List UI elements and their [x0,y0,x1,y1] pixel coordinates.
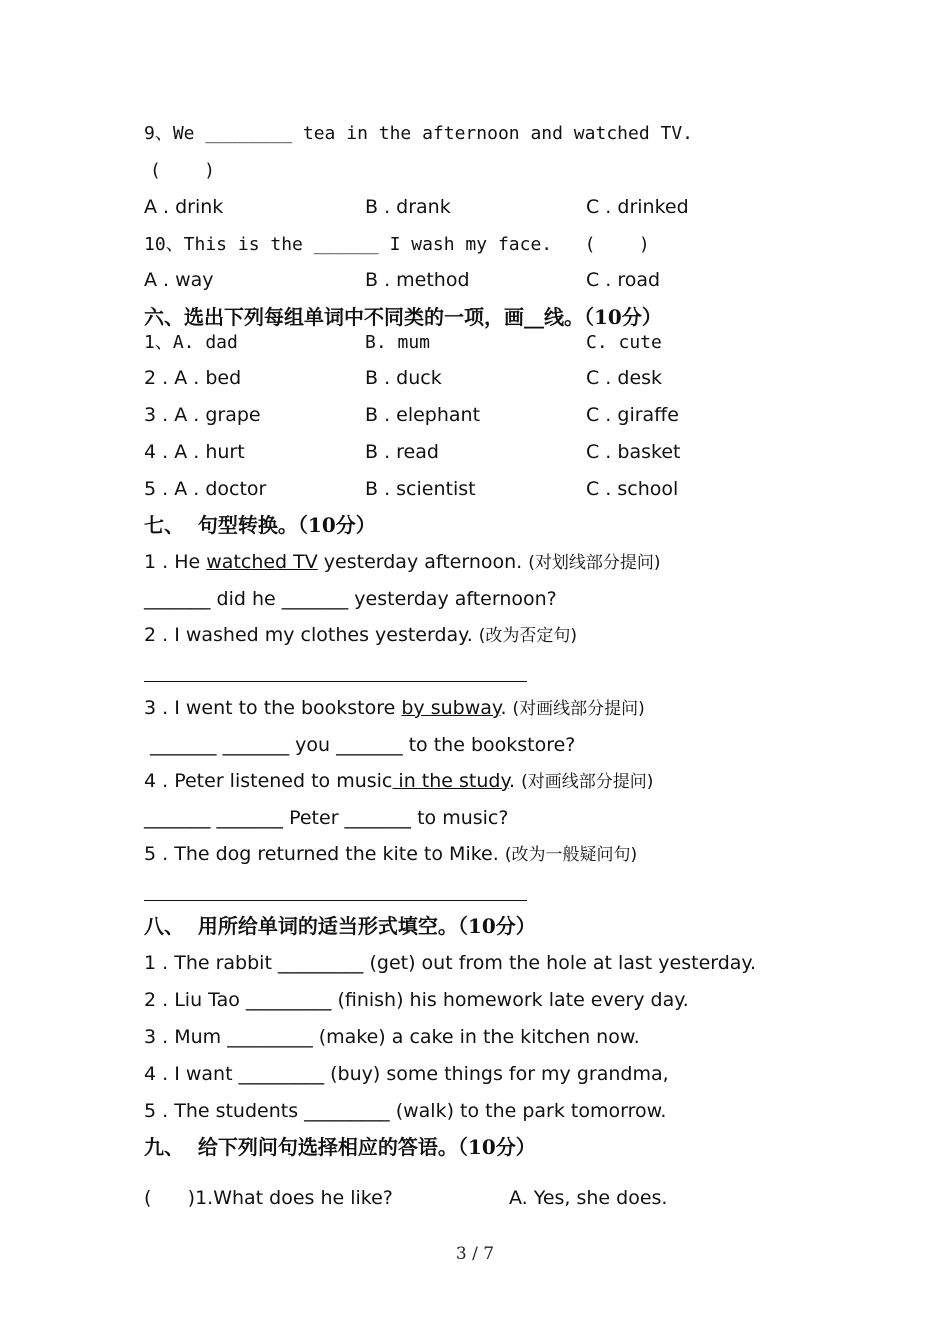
section-6-row-5-a: 5 . A . doctor [144,478,267,500]
section-6-row-2-a: 2 . A . bed [144,367,242,389]
section-7-answer-4: _______ _______ Peter _______ to music? [144,807,509,829]
question-10-option-c: C . road [586,269,661,291]
section-7-item-1: 1 . He watched TV yesterday afternoon. (对划线部分提问) [144,551,661,573]
question-9-option-c: C . drinked [586,196,689,218]
section-7-item-5: 5 . The dog returned the kite to Mike. (改为一般疑问句) [144,843,638,865]
answer-line [144,681,527,682]
section-7-answer-3: _______ _______ you _______ to the bookstore? [144,734,576,756]
section-7-answer-1: _______ did he _______ yesterday afternoon? [144,588,557,610]
section-6-heading: 六、选出下列每组单词中不同类的一项，画__线。（10分） [144,305,662,329]
section-6-row-5-c: C . school [586,478,679,500]
section-6-row-4-c: C . basket [586,441,681,463]
section-6-row-2-b: B . duck [365,367,442,389]
section-6-row-5-b: B . scientist [365,478,476,500]
underlined-phrase: by subway [401,697,501,719]
section-7-item-4: 4 . Peter listened to music in the study. (对画线部分提问) [144,770,654,792]
section-6-row-3-c: C . giraffe [586,404,679,426]
section-7-item-2: 2 . I washed my clothes yesterday. (改为否定句) [144,624,578,646]
question-10-text: 10、This is the ______ I wash my face. ( ) [144,234,650,255]
section-6-row-1-c: C. cute [586,332,662,353]
section-9-heading: 九、 给下列问句选择相应的答语。（10分） [144,1135,536,1159]
question-9-answer-paren: ( ) [150,160,216,181]
section-8-item-1: 1 . The rabbit _________ (get) out from the hole at last yesterday. [144,952,757,974]
section-6-row-1-a: 1、A. dad [144,332,238,353]
section-6-row-2-c: C . desk [586,367,663,389]
underlined-phrase: in the study [392,770,509,792]
section-8-item-5: 5 . The students _________ (walk) to the park tomorrow. [144,1100,667,1122]
underlined-phrase: watched TV [206,551,318,573]
section-7-item-3: 3 . I went to the bookstore by subway. (对画线部分提问) [144,697,645,719]
section-6-row-3-b: B . elephant [365,404,481,426]
section-8-item-3: 3 . Mum _________ (make) a cake in the kitchen now. [144,1026,640,1048]
question-10-option-a: A . way [144,269,214,291]
question-10-option-b: B . method [365,269,470,291]
section-9-answer-a: A. Yes, she does. [509,1187,668,1209]
question-9-option-b: B . drank [365,196,451,218]
section-8-heading: 八、 用所给单词的适当形式填空。（10分） [144,914,536,938]
section-8-item-2: 2 . Liu Tao _________ (finish) his homework late every day. [144,989,689,1011]
section-9-question-1: ( )1.What does he like? [144,1187,393,1209]
page-number: 3 / 7 [455,1244,495,1264]
section-7-heading: 七、 句型转换。（10分） [144,513,376,537]
section-6-row-4-b: B . read [365,441,439,463]
question-9-text: 9、We ________ tea in the afternoon and watched TV. [144,123,694,144]
section-6-row-1-b: B. mum [365,332,431,353]
section-8-item-4: 4 . I want _________ (buy) some things for my grandma, [144,1063,669,1085]
answer-line [144,900,527,901]
question-9-option-a: A . drink [144,196,224,218]
section-6-row-4-a: 4 . A . hurt [144,441,245,463]
section-6-row-3-a: 3 . A . grape [144,404,261,426]
